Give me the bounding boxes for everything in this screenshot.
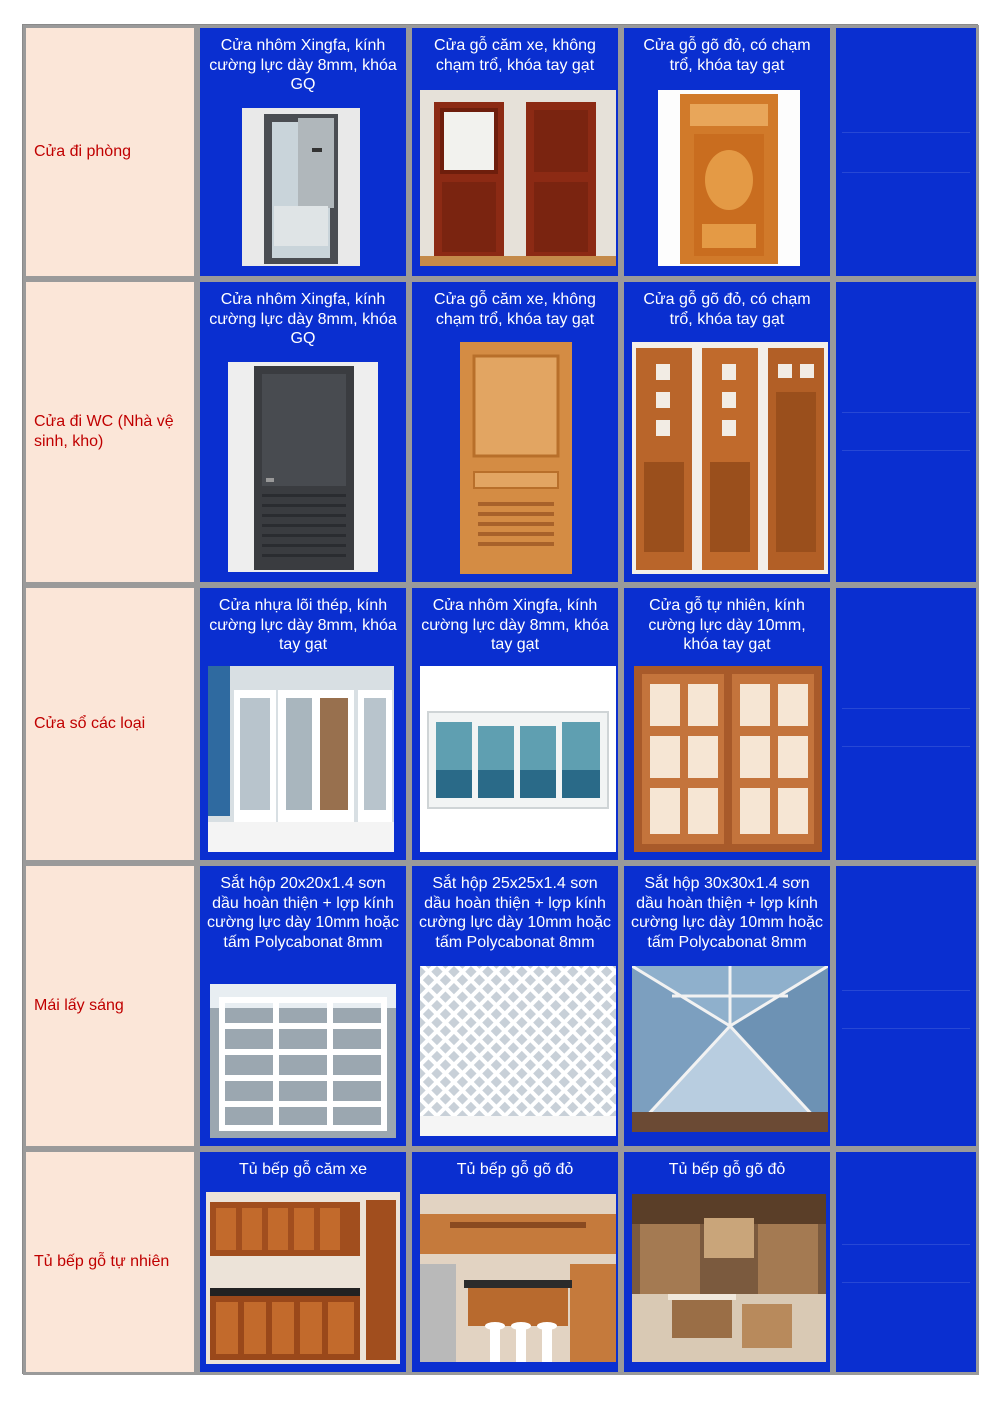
row-label-cell — [23, 1149, 197, 1375]
product-title: Cửa gỗ gõ đỏ, có chạm trổ, khóa tay gạt — [643, 37, 811, 74]
row-label: Mái lấy sáng — [34, 997, 124, 1014]
table-row — [23, 863, 977, 1149]
product-cell — [197, 279, 409, 585]
carved-wooden-door-image — [658, 90, 800, 266]
pyramid-skylight-image — [632, 966, 828, 1132]
divider — [842, 450, 970, 451]
empty-cell — [833, 25, 979, 279]
product-cell — [409, 279, 621, 585]
table-row — [23, 585, 977, 863]
product-title: Cửa gỗ tự nhiên, kính cường lực dày 10mm, khóa tay gạt — [648, 597, 806, 653]
product-cell — [409, 863, 621, 1149]
product-cell — [197, 585, 409, 863]
divider — [842, 708, 970, 709]
product-cell — [621, 863, 833, 1149]
table-row — [23, 279, 977, 585]
divider — [842, 1282, 970, 1283]
mesh-skylight-image — [420, 966, 616, 1136]
row-label: Cửa đi WC (Nhà vệ sinh, kho) — [34, 413, 174, 450]
product-table — [22, 24, 978, 1374]
product-cell — [409, 585, 621, 863]
product-cell — [621, 1149, 833, 1375]
row-label-cell — [23, 863, 197, 1149]
row-label-cell — [23, 279, 197, 585]
aluminum-glass-door-image — [242, 108, 360, 266]
product-cell — [409, 1149, 621, 1375]
product-title: Cửa nhôm Xingfa, kính cường lực dày 8mm, khóa tay gạt — [421, 597, 609, 653]
product-title: Tủ bếp gỗ gõ đỏ — [668, 1161, 786, 1178]
kitchen-cabinet-3-image — [632, 1194, 826, 1362]
table-row — [23, 1149, 977, 1375]
empty-cell — [833, 863, 979, 1149]
product-cell — [409, 25, 621, 279]
aluminum-louver-door-image — [228, 362, 378, 572]
divider — [842, 412, 970, 413]
product-title: Sắt hộp 30x30x1.4 sơn dầu hoàn thiện + lợp kính cường lực dày 10mm hoặc tấm Polycabonat 8mm — [631, 875, 823, 951]
row-label-cell — [23, 25, 197, 279]
divider — [842, 1244, 970, 1245]
wooden-window-image — [634, 666, 822, 852]
divider — [842, 132, 970, 133]
empty-cell — [833, 585, 979, 863]
divider — [842, 990, 970, 991]
empty-cell — [833, 279, 979, 585]
divider — [842, 1028, 970, 1029]
kitchen-cabinet-1-image — [206, 1192, 400, 1364]
product-title: Sắt hộp 20x20x1.4 sơn dầu hoàn thiện + lợp kính cường lực dày 10mm hoặc tấm Polycabonat 8mm — [207, 875, 399, 951]
row-label: Cửa đi phòng — [34, 143, 131, 160]
three-wooden-doors-image — [632, 342, 828, 574]
product-cell — [197, 863, 409, 1149]
product-title: Cửa gỗ gõ đỏ, có chạm trổ, khóa tay gạt — [643, 291, 811, 328]
product-cell — [197, 1149, 409, 1375]
product-cell — [621, 585, 833, 863]
row-label: Cửa sổ các loại — [34, 715, 146, 732]
product-title: Cửa gỗ căm xe, không chạm trổ, khóa tay gạt — [434, 291, 596, 328]
product-title: Cửa nhôm Xingfa, kính cường lực dày 8mm, khóa GQ — [209, 291, 397, 347]
two-wooden-doors-image — [420, 90, 616, 266]
product-title: Cửa nhôm Xingfa, kính cường lực dày 8mm, khóa GQ — [209, 37, 397, 93]
divider — [842, 746, 970, 747]
aluminum-window-image — [420, 666, 616, 852]
product-cell — [621, 279, 833, 585]
wooden-louver-door-image — [460, 342, 572, 574]
row-label: Tủ bếp gỗ tự nhiên — [34, 1253, 170, 1270]
table-row — [23, 25, 977, 279]
kitchen-cabinet-2-image — [420, 1194, 616, 1362]
upvc-window-image — [208, 666, 394, 852]
product-title: Tủ bếp gỗ căm xe — [238, 1161, 368, 1178]
product-title: Cửa nhựa lõi thép, kính cường lực dày 8mm, khóa tay gạt — [209, 597, 397, 653]
product-cell — [621, 25, 833, 279]
empty-cell — [833, 1149, 979, 1375]
product-title: Sắt hộp 25x25x1.4 sơn dầu hoàn thiện + lợp kính cường lực dày 10mm hoặc tấm Polycabonat 8mm — [419, 875, 611, 951]
product-title: Tủ bếp gỗ gõ đỏ — [456, 1161, 574, 1178]
product-cell — [197, 25, 409, 279]
row-label-cell — [23, 585, 197, 863]
divider — [842, 172, 970, 173]
product-title: Cửa gỗ căm xe, không chạm trổ, khóa tay gạt — [434, 37, 596, 74]
steel-skylight-image — [210, 984, 396, 1138]
